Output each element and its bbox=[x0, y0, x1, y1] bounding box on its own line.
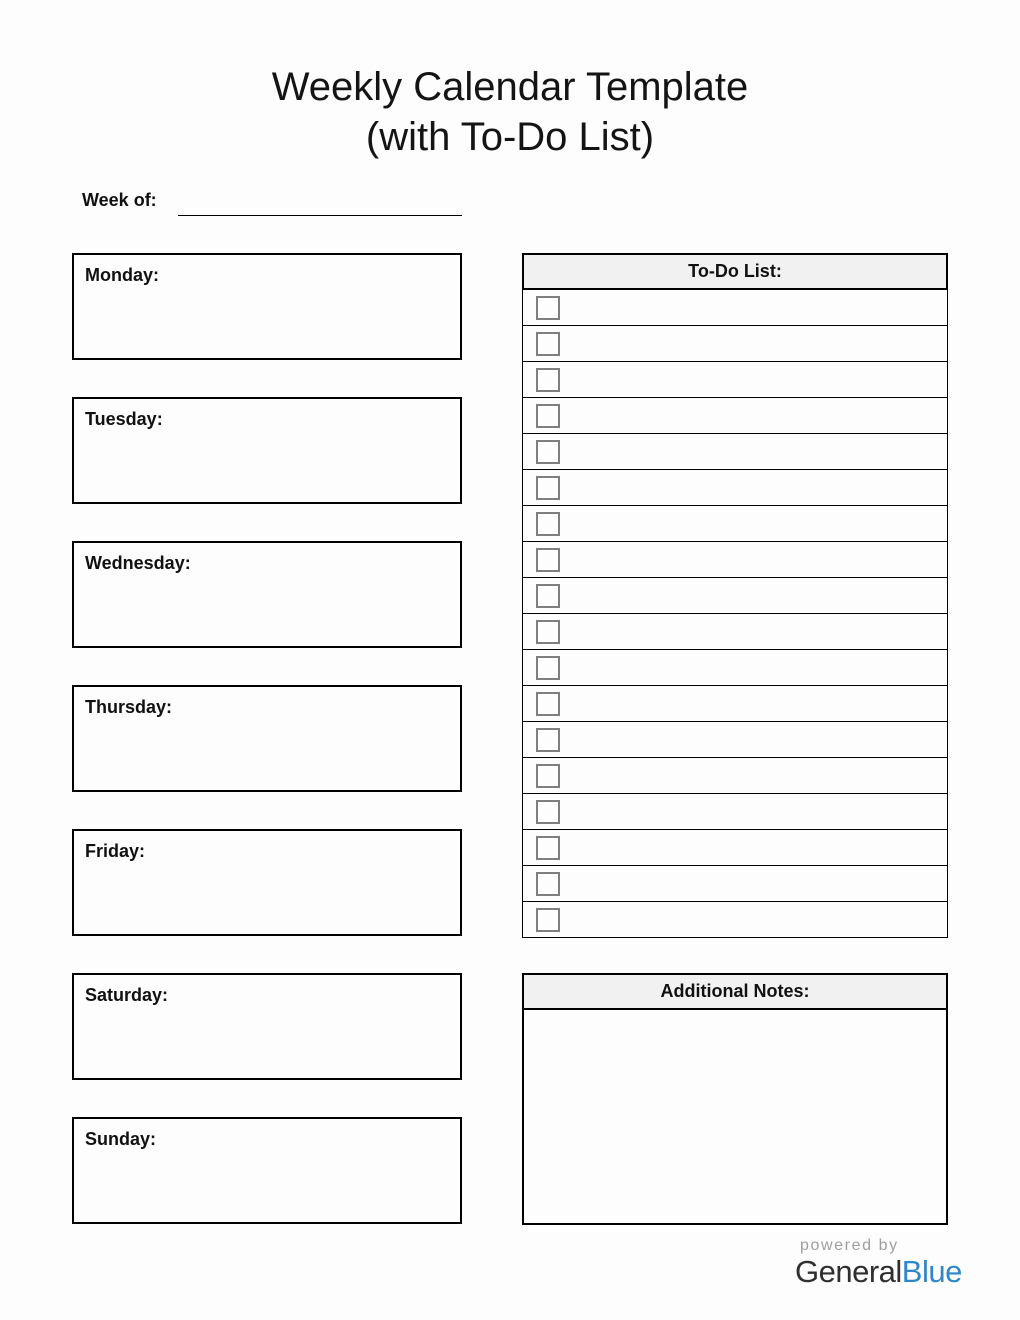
todo-row-2[interactable] bbox=[522, 326, 948, 362]
todo-checkbox[interactable] bbox=[536, 620, 560, 644]
todo-row-9[interactable] bbox=[522, 578, 948, 614]
day-box-thursday[interactable] bbox=[72, 685, 462, 792]
todo-row-15[interactable] bbox=[522, 794, 948, 830]
todo-row-16[interactable] bbox=[522, 830, 948, 866]
todo-checkbox[interactable] bbox=[536, 404, 560, 428]
todo-checkbox[interactable] bbox=[536, 800, 560, 824]
todo-checkbox[interactable] bbox=[536, 656, 560, 680]
day-box-tuesday[interactable] bbox=[72, 397, 462, 504]
brand-blue-text: Blue bbox=[901, 1254, 962, 1289]
page-title-line-1: Weekly Calendar Template bbox=[271, 65, 749, 109]
day-label: Monday: bbox=[85, 265, 159, 285]
day-label: Thursday: bbox=[85, 697, 173, 717]
todo-row-17[interactable] bbox=[522, 866, 948, 902]
todo-checkbox[interactable] bbox=[536, 908, 560, 932]
day-label: Sunday: bbox=[85, 1129, 157, 1149]
todo-checkbox[interactable] bbox=[536, 548, 560, 572]
todo-row-14[interactable] bbox=[522, 758, 948, 794]
todo-row-1[interactable] bbox=[522, 290, 948, 326]
todo-list bbox=[522, 253, 948, 938]
todo-checkbox[interactable] bbox=[536, 512, 560, 536]
todo-checkbox[interactable] bbox=[536, 872, 560, 896]
day-box-friday[interactable] bbox=[72, 829, 462, 936]
day-box-sunday[interactable] bbox=[72, 1117, 462, 1224]
todo-list-header: To-Do List: bbox=[522, 253, 948, 290]
todo-checkbox[interactable] bbox=[536, 440, 560, 464]
todo-row-3[interactable] bbox=[522, 362, 948, 398]
week-of-input-line[interactable] bbox=[178, 196, 462, 216]
day-label: Wednesday: bbox=[85, 553, 191, 573]
todo-row-11[interactable] bbox=[522, 650, 948, 686]
todo-checkbox[interactable] bbox=[536, 476, 560, 500]
brand-general-text: General bbox=[795, 1254, 902, 1289]
day-box-wednesday[interactable] bbox=[72, 541, 462, 648]
todo-checkbox[interactable] bbox=[536, 584, 560, 608]
additional-notes bbox=[522, 973, 948, 1225]
additional-notes-header: Additional Notes: bbox=[522, 973, 948, 1010]
todo-row-10[interactable] bbox=[522, 614, 948, 650]
todo-checkbox[interactable] bbox=[536, 332, 560, 356]
generalblue-logo bbox=[795, 1255, 962, 1289]
todo-row-5[interactable] bbox=[522, 434, 948, 470]
day-label: Saturday: bbox=[85, 985, 169, 1005]
day-box-monday[interactable] bbox=[72, 253, 462, 360]
day-label: Friday: bbox=[85, 841, 146, 861]
todo-checkbox[interactable] bbox=[536, 692, 560, 716]
powered-by-text: powered by bbox=[800, 1237, 899, 1254]
todo-checkbox[interactable] bbox=[536, 836, 560, 860]
todo-row-12[interactable] bbox=[522, 686, 948, 722]
todo-row-13[interactable] bbox=[522, 722, 948, 758]
todo-checkbox[interactable] bbox=[536, 764, 560, 788]
todo-row-6[interactable] bbox=[522, 470, 948, 506]
brand-footer bbox=[795, 1237, 962, 1289]
todo-row-7[interactable] bbox=[522, 506, 948, 542]
todo-row-18[interactable] bbox=[522, 902, 948, 938]
page-title bbox=[0, 62, 1020, 162]
additional-notes-body[interactable] bbox=[522, 1010, 948, 1225]
day-label: Tuesday: bbox=[85, 409, 163, 429]
week-of-label: Week of: bbox=[82, 190, 157, 210]
todo-checkbox[interactable] bbox=[536, 296, 560, 320]
todo-row-8[interactable] bbox=[522, 542, 948, 578]
todo-row-4[interactable] bbox=[522, 398, 948, 434]
todo-checkbox[interactable] bbox=[536, 368, 560, 392]
day-box-saturday[interactable] bbox=[72, 973, 462, 1080]
todo-rows-container bbox=[522, 290, 948, 938]
page-title-line-2: (with To-Do List) bbox=[365, 115, 655, 159]
todo-checkbox[interactable] bbox=[536, 728, 560, 752]
